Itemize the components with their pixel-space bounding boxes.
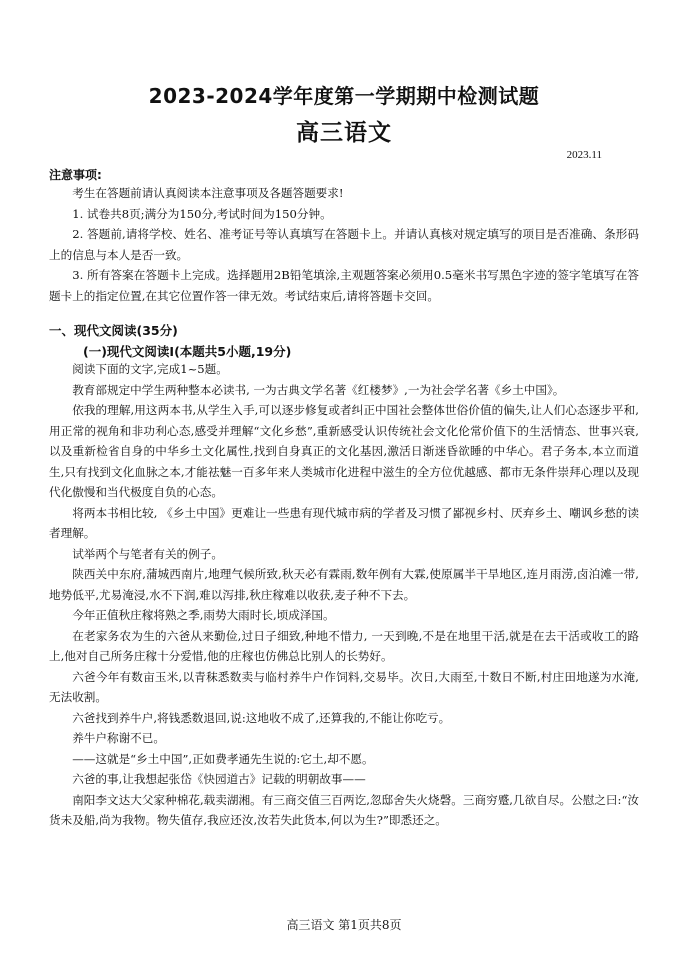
reading-passage: [49, 359, 639, 831]
reading-instruction: 阅读下面的文字,完成1~5题。: [72, 362, 228, 376]
passage-paragraph: 南阳李文达大父家种棉花,载卖湖湘。有三商交值三百两讫,忽邸舍失火烧磬。三商穷蹙,几欲自尽。公慰之曰:“汝货未及船,尚为我物。物失值存,我应还汝,汝若失此货本,何以为生?”即悉还之。: [49, 792, 639, 827]
passage-paragraph: 陕西关中东府,蒲城西南片,地理气候所致,秋天必有霖雨,数年例有大霖,使原属半干旱地区,连月雨涝,卤泊滩一带,地势低平,尤易淹浸,水不下润,难以泻排,秋庄稼难以收获,麦子种不下去。: [49, 567, 639, 602]
notice-item: 2. 答题前,请将学校、姓名、准考证号等认真填写在答题卡上。并请认真核对规定填写的项目是否准确、条形码上的信息与本人是否一致。: [49, 227, 639, 262]
passage-paragraph: 将两本书相比较, 《乡土中国》更难让一些患有现代城市病的学者及习惯了鄙视乡村、厌弃乡土、嘲讽乡愁的读者理解。: [49, 505, 639, 540]
notice-item: 3. 所有答案在答题卡上完成。选择题用2B铅笔填涂,主观题答案必须用0.5毫米书写黑色字迹的签字笔填写在答题卡上的指定位置,在其它位置作答一律无效。考试结束后,请将答题卡交回。: [49, 268, 639, 303]
notice-list: [49, 183, 639, 306]
passage-paragraph: 养牛户称谢不已。: [72, 731, 165, 745]
passage-paragraph: ——这就是“乡土中国”,正如费孝通先生说的:它土,却不愿。: [72, 751, 374, 766]
passage-paragraph: 依我的理解,用这两本书,从学生入手,可以逐步修复或者纠正中国社会整体世俗价值的偏失,让人们心态逐步平和,用正常的视角和非功利心态,感受并理解“文化乡愁”,重新感受认识传统社会文化伦常价值下的生活情态、世事兴衰,以及重新检省自身的中华乡土文化属性,找到自身真正的文化基因,激活日渐迷昏欲睡的中华心。君子务本,本立而道生,只有找到文化血脉之本,才能祛魅一百多年来人类城市化进程中滋生的全方位优越感、都市无条件崇拜心理以及现代化傲慢和当代极度自负的心态。: [49, 403, 639, 499]
page-footer: 高三语文 第1页共8页: [286, 918, 402, 932]
passage-paragraph: 今年正值秋庄稼将熟之季,雨势大雨时长,顷成泽国。: [72, 608, 335, 622]
notice-heading: 注意事项:: [49, 168, 102, 182]
notice-item: 1. 试卷共8页;满分为150分,考试时间为150分钟。: [72, 206, 332, 221]
passage-paragraph: 在老家务农为生的六爸从来勤俭,过日子细致,种地不惜力, 一天到晚,不是在地里干活,就是在去干活或收工的路上,他对自己所务庄稼十分爱惜,他的庄稼也仿佛总比别人的长势好。: [49, 628, 639, 663]
subsection-heading: (一)现代文阅读Ⅰ(本题共5小题,19分): [83, 344, 292, 359]
passage-paragraph: 试举两个与笔者有关的例子。: [72, 546, 223, 561]
passage-paragraph: 教育部规定中学生两种整本必读书, 一为古典文学名著《红楼梦》,一为社会学名著《乡土中国》。: [72, 382, 565, 397]
passage-paragraph: 六爸今年有数亩玉米,以青秣悉数卖与临村养牛户作饲料,交易毕。次日,大雨至,十数日不断,村庄田地遂为水淹,无法收割。: [49, 669, 639, 704]
section-heading: 一、现代文阅读(35分): [49, 323, 178, 338]
exam-subject: 高三语文: [296, 120, 392, 146]
notice-item: 考生在答题前请认真阅读本注意事项及各题答题要求!: [72, 186, 344, 200]
passage-paragraph: 六爸的事,让我想起张岱《快园道古》记载的明朝故事——: [72, 772, 366, 786]
passage-paragraph: 六爸找到养牛户,将钱悉数退回,说:这地收不成了,还算我的,不能让你吃亏。: [72, 710, 451, 725]
exam-date: 2023.11: [566, 149, 602, 161]
exam-title: 2023-2024学年度第一学期期中检测试题: [148, 84, 540, 108]
